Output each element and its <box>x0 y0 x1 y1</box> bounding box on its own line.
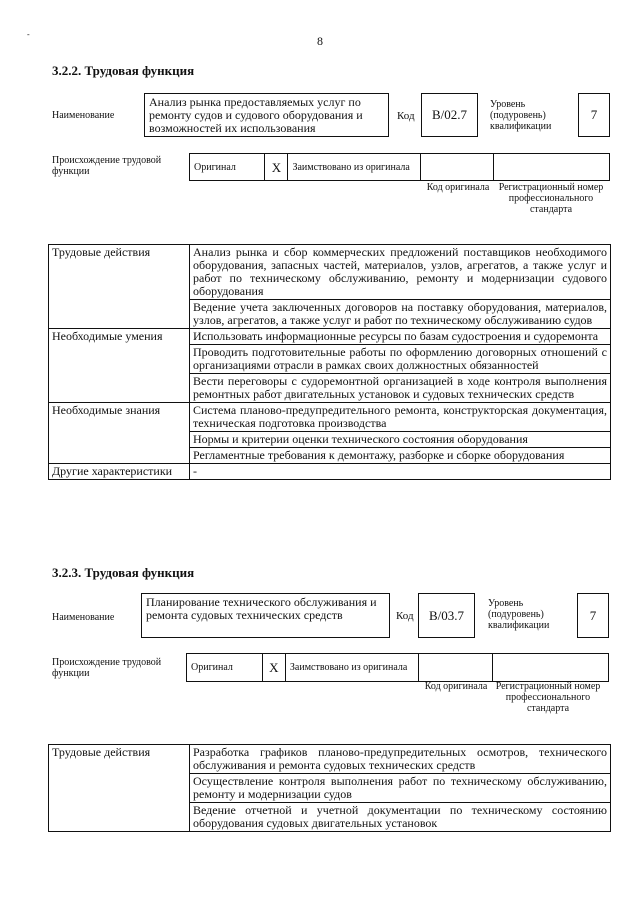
row-item: Ведение учета заключенных договоров на поставку оборудования, материалов, узлов, агрегатов, а также услуг и работ по техническому обслуживанию судов <box>190 300 611 329</box>
borrowed-label: Заимствовано из оригинала <box>285 654 418 682</box>
row-item: Использовать информационные ресурсы по базам судостроения и судоремонта <box>190 329 611 345</box>
level-label: Уровень (подуровень) квалификации <box>490 99 552 132</box>
row-item: Регламентные требования к демонтажу, разборке и сборке оборудования <box>190 448 611 464</box>
code-label: Код <box>396 610 414 622</box>
row-item: Проводить подготовительные работы по оформлению договорных отношений с организациями отрасли в рамках своих должностных обязанностей <box>190 345 611 374</box>
code-box <box>421 93 478 137</box>
origin-label: Происхождение трудовой функции <box>52 657 162 679</box>
function-name-box <box>144 93 389 137</box>
function-name-box <box>141 593 390 638</box>
table-row <box>49 245 611 300</box>
origin-code-caption: Код оригинала <box>424 681 488 692</box>
origin-code-caption: Код оригинала <box>426 182 490 193</box>
table-row <box>49 745 611 774</box>
code-value: B/02.7 <box>431 107 468 122</box>
table-row <box>49 464 611 480</box>
code-value: B/03.7 <box>428 607 465 623</box>
function-table <box>48 744 611 832</box>
level-value: 7 <box>590 107 598 122</box>
reg-number-cell <box>494 154 610 181</box>
section-title: 3.2.3. Трудовая функция <box>52 565 195 580</box>
code-label: Код <box>397 110 415 122</box>
table-row <box>49 329 611 345</box>
original-label: Оригинал <box>190 154 265 181</box>
origin-code-cell <box>418 654 492 682</box>
reg-number-caption: Регистрационный номер профессионального стандарта <box>495 681 601 714</box>
name-label: Наименование <box>52 612 115 623</box>
level-box <box>578 93 610 137</box>
row-item: Разработка графиков планово-предупредительных осмотров, технического обслуживания и ремонта судовых технических средств <box>190 745 611 774</box>
code-box <box>418 593 475 638</box>
origin-table <box>189 153 610 181</box>
row-item: Осуществление контроля выполнения работ по техническому обслуживанию, ремонту и модернизации судов <box>190 774 611 803</box>
reg-number-caption: Регистрационный номер профессионального стандарта <box>498 182 604 215</box>
borrowed-label: Заимствовано из оригинала <box>288 154 420 181</box>
row-item: - <box>190 464 611 480</box>
function-table <box>48 244 611 480</box>
row-label: Трудовые действия <box>49 245 190 329</box>
row-label: Трудовые действия <box>49 745 190 832</box>
row-label: Необходимые знания <box>49 403 190 464</box>
row-item: Ведение отчетной и учетной документации по техническому состоянию оборудования судовых двигательных установок <box>190 803 611 832</box>
row-item: Вести переговоры с судоремонтной организацией в ходе контроля выполнения ремонтных работ двигательных установок и судовых технических средств <box>190 374 611 403</box>
reg-number-cell <box>492 654 609 682</box>
original-label: Оригинал <box>187 654 263 682</box>
scan-mark: - <box>27 30 30 39</box>
row-item: Система планово-предупредительного ремонта, конструкторская документация, техническая подготовка производства <box>190 403 611 432</box>
function-name: Анализ рынка предоставляемых услуг по ремонту судов и судового оборудования и возможностей их использования <box>149 95 363 135</box>
row-label: Другие характеристики <box>49 464 190 480</box>
row-label: Необходимые умения <box>49 329 190 403</box>
origin-label: Происхождение трудовой функции <box>52 155 162 177</box>
section-title: 3.2.2. Трудовая функция <box>52 63 195 78</box>
level-box <box>577 593 609 638</box>
name-label: Наименование <box>52 110 115 121</box>
original-mark: X <box>265 154 288 181</box>
table-row <box>49 403 611 432</box>
level-value: 7 <box>589 607 597 623</box>
original-mark: X <box>262 654 285 682</box>
origin-table <box>186 653 609 682</box>
page-number: 8 <box>317 34 323 48</box>
origin-code-cell <box>420 154 493 181</box>
function-name: Планирование технического обслуживания и ремонта судовых технических средств <box>146 595 377 622</box>
row-item: Нормы и критерии оценки технического состояния оборудования <box>190 432 611 448</box>
level-label: Уровень (подуровень) квалификации <box>488 598 550 631</box>
row-item: Анализ рынка и сбор коммерческих предложений поставщиков необходимого оборудования, запасных частей, материалов, узлов, агрегатов, а также услуг и работ по техническому обслуживанию, ремонту и модернизации судового оборудования <box>190 245 611 300</box>
